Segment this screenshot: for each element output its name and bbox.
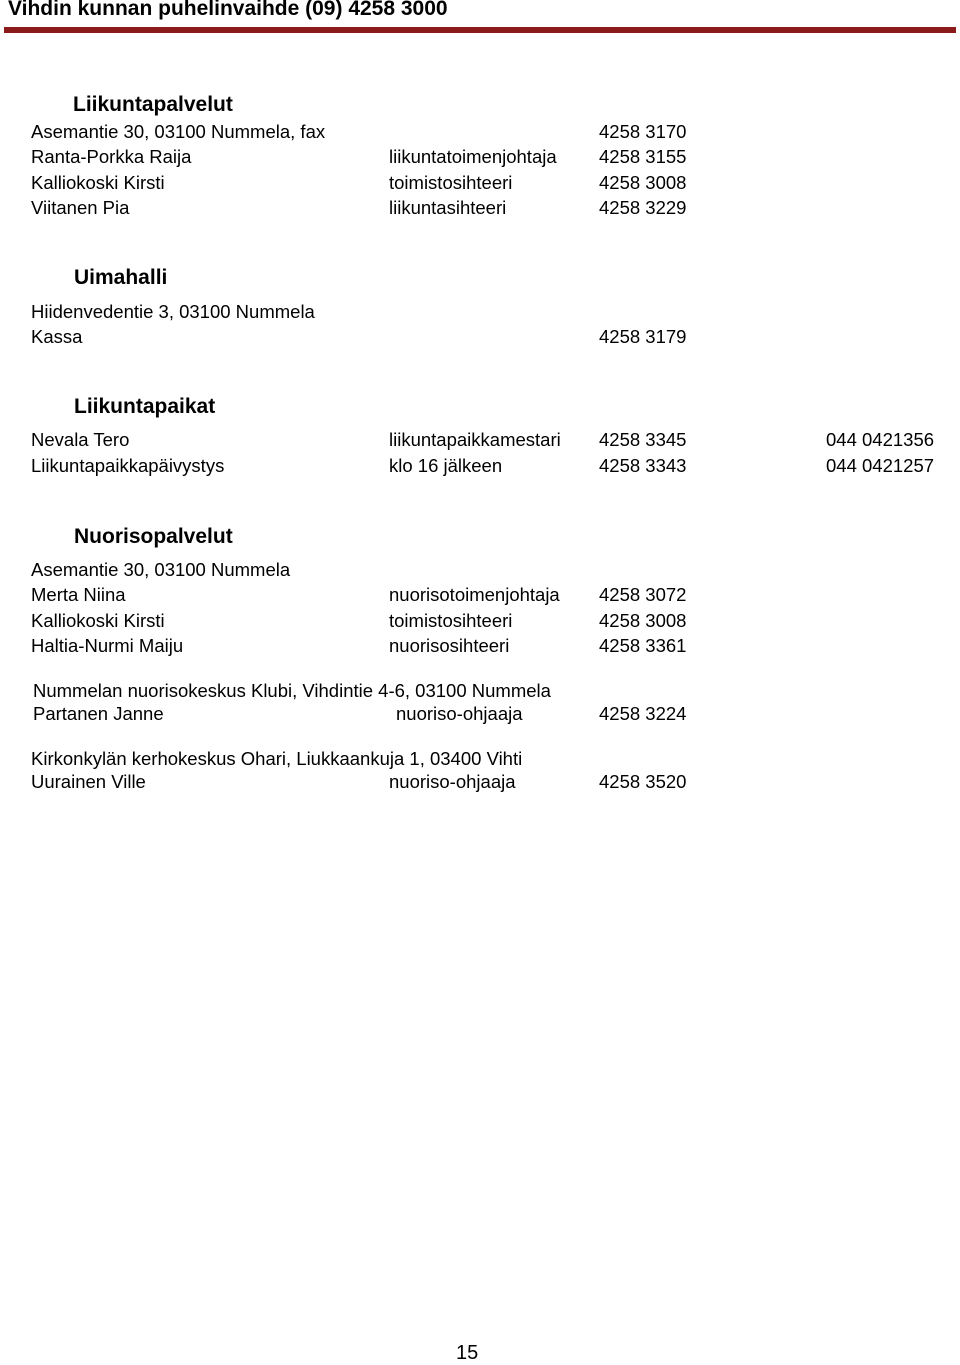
section-title-uimahalli: Uimahalli	[74, 266, 168, 289]
section-title-nuorisopalvelut: Nuorisopalvelut	[74, 525, 233, 548]
contact-row	[0, 635, 960, 657]
contact-phone: 4258 3361	[599, 635, 687, 656]
contact-name: Merta Niina	[31, 584, 126, 605]
contact-row	[0, 584, 960, 606]
address-row	[0, 559, 960, 581]
contact-role: liikuntasihteeri	[389, 197, 507, 218]
header-title: Vihdin kunnan puhelinvaihde (09) 4258 3000	[8, 0, 448, 20]
section-title-liikuntapaikat: Liikuntapaikat	[74, 395, 216, 418]
contact-name: Ranta-Porkka Raija	[31, 146, 192, 167]
contact-name: Haltia-Nurmi Maiju	[31, 635, 184, 656]
contact-role: nuorisotoimenjohtaja	[389, 584, 560, 605]
contact-row	[0, 455, 960, 477]
contact-name: Kalliokoski Kirsti	[31, 172, 165, 193]
contact-name: Nevala Tero	[31, 429, 130, 450]
contact-phone: 4258 3155	[599, 146, 687, 167]
address-text: Asemantie 30, 03100 Nummela, fax	[31, 121, 326, 142]
subunit-heading	[0, 680, 960, 702]
fax-number: 4258 3170	[599, 121, 687, 142]
contact-phone: 4258 3008	[599, 610, 687, 631]
contact-name: Kassa	[31, 326, 83, 347]
contact-role: nuorisosihteeri	[389, 635, 510, 656]
section-title-liikuntapalvelut: Liikuntapalvelut	[73, 93, 233, 116]
contact-role: klo 16 jälkeen	[389, 455, 503, 476]
contact-row	[0, 172, 960, 194]
contact-phone: 4258 3345	[599, 429, 687, 450]
subunit-heading-text: Kirkonkylän kerhokeskus Ohari, Liukkaankuja 1, 03400 Vihti	[31, 748, 523, 769]
contact-role: nuoriso-ohjaaja	[389, 771, 516, 792]
contact-phone: 4258 3229	[599, 197, 687, 218]
subunit-heading-text: Nummelan nuorisokeskus Klubi, Vihdintie 4-6, 03100 Nummela	[33, 680, 551, 701]
address-row	[0, 121, 960, 143]
contact-phone: 4258 3343	[599, 455, 687, 476]
header-divider	[4, 27, 956, 33]
contact-name: Partanen Janne	[33, 703, 164, 724]
address-text: Asemantie 30, 03100 Nummela	[31, 559, 291, 580]
contact-row	[0, 703, 960, 725]
contact-row	[0, 326, 960, 348]
contact-mobile: 044 0421356	[826, 429, 935, 450]
contact-row	[0, 146, 960, 168]
contact-role: liikuntatoimenjohtaja	[389, 146, 557, 167]
contact-name: Kalliokoski Kirsti	[31, 610, 165, 631]
address-text: Hiidenvedentie 3, 03100 Nummela	[31, 301, 315, 322]
contact-phone: 4258 3179	[599, 326, 687, 347]
page-header	[0, 0, 960, 36]
contact-role: toimistosihteeri	[389, 610, 513, 631]
contact-row	[0, 197, 960, 219]
address-row	[0, 301, 960, 323]
contact-mobile: 044 0421257	[826, 455, 935, 476]
contact-role: toimistosihteeri	[389, 172, 513, 193]
contact-row	[0, 610, 960, 632]
contact-phone: 4258 3072	[599, 584, 687, 605]
subunit-heading	[0, 748, 960, 770]
contact-role: liikuntapaikkamestari	[389, 429, 561, 450]
contact-name: Uurainen Ville	[31, 771, 146, 792]
contact-name: Viitanen Pia	[31, 197, 130, 218]
contact-phone: 4258 3520	[599, 771, 687, 792]
page-number: 15	[456, 1342, 479, 1364]
contact-phone: 4258 3008	[599, 172, 687, 193]
contact-role: nuoriso-ohjaaja	[396, 703, 523, 724]
contact-row	[0, 429, 960, 451]
contact-row	[0, 771, 960, 793]
contact-name: Liikuntapaikkapäivystys	[31, 455, 225, 476]
contact-phone: 4258 3224	[599, 703, 687, 724]
